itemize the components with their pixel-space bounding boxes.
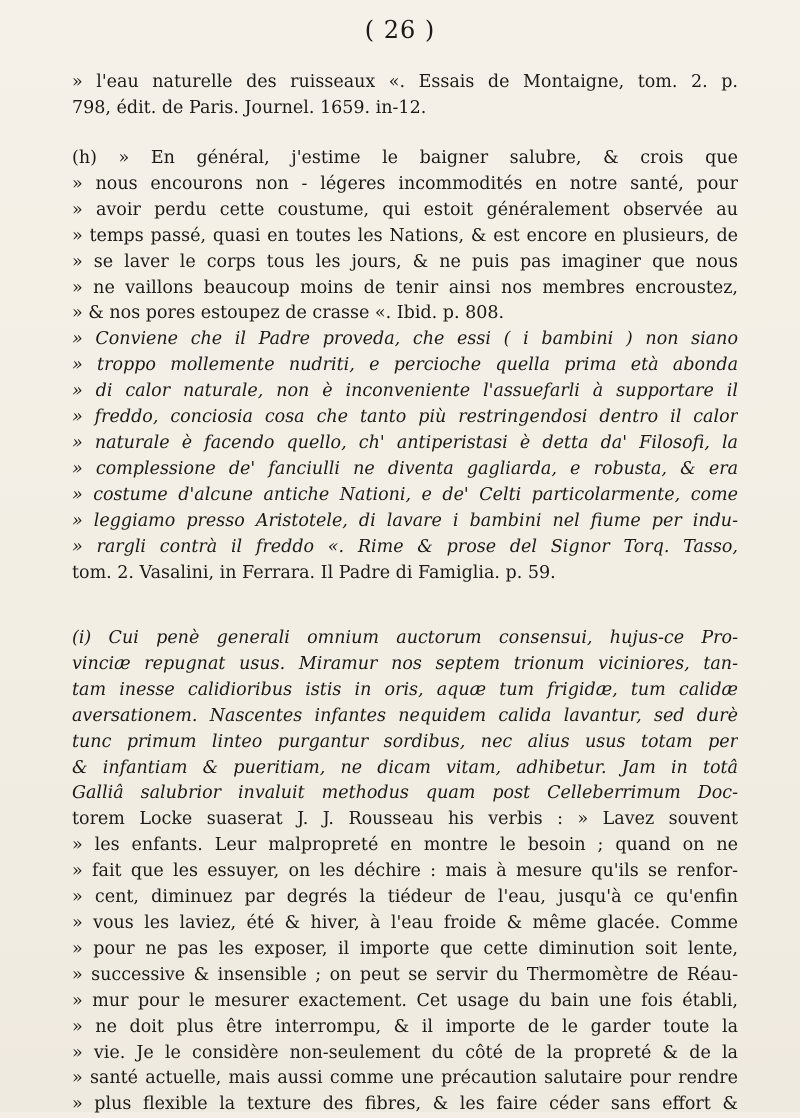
text-line: » ne vaillons beaucoup moins de tenir ainsi nos membres encroustez, [72,277,738,298]
rousseau-quote-line: » vie. Je le considère non-seulement du côté de la propreté & de la [72,1042,738,1063]
italian-quote-line: » troppo mollemente nudriti, e percioche quella prima età abonda [72,355,738,376]
rousseau-quote-line: » vous les laviez, été & hiver, à l'eau froide & même glacée. Comme [72,912,738,933]
rousseau-quote-line: » successive & insensible ; on peut se servir du Thermomètre de Réau- [72,964,738,985]
rousseau-quote-line: » fait que les essuyer, on les déchire : mais à mesure qu'ils se renfor- [72,861,738,882]
italian-quote-line: » Conviene che il Padre proveda, che essi ( i bambini ) non siano [72,329,738,350]
footnote-i [72,626,738,1118]
text-line: » se laver le corps tous les jours, & ne puis pas imaginer que nous [72,251,738,272]
italian-quote-line: » leggiamo presso Aristotele, di lavare i bambini nel fiume per indu- [72,510,738,531]
text-line: (h) » En général, j'estime le baigner salubre, & crois que [72,148,738,168]
latin-line: vinciæ repugnat usus. Miramur nos septem trionum viciniores, tan- [72,653,738,674]
text-line: torem Locke suaserat J. J. Rousseau his verbis : » Lavez souvent [72,809,738,830]
latin-line: tam inesse calidioribus istis in oris, aquæ tum frigidæ, tum calidæ [72,679,738,700]
italian-quote-line: » rargli contrà il freddo «. Rime & prose del Signor Torq. Tasso, [72,536,738,557]
rousseau-quote-line: » santé actuelle, mais aussi comme une précaution salutaire pour rendre [72,1068,738,1089]
paragraph-montaigne-continuation [72,70,738,122]
italian-quote-line: » freddo, conciosia cosa che tanto più restringendosi dentro il calor [72,407,738,428]
italian-quote-line: » di calor naturale, non è inconveniente l'assuefarli à supportare il [72,381,738,402]
rousseau-quote-line: » pour ne pas les exposer, il importe que cette diminution soit lente, [72,938,738,959]
italian-quote-line: » naturale è facendo quello, ch' antiperistasi è detta da' Filosofi, la [72,432,738,453]
latin-line: aversationem. Nascentes infantes nequidem calida lavantur, sed durè [72,705,738,726]
rousseau-quote-line: » cent, diminuez par degrés la tiédeur de l'eau, jusqu'à ce qu'enfin [72,887,738,908]
rousseau-quote-line: » ne doit plus être interrompu, & il importe de le garder toute la [72,1016,738,1037]
citation-line: tom. 2. Vasalini, in Ferrara. Il Padre di Famiglia. p. 59. [72,562,556,583]
rousseau-quote-line: » mur pour le mesurer exactement. Cet usage du bain une fois établi, [72,990,738,1011]
latin-line: (i) Cui penè generali omnium auctorum consensui, hujus-ce Pro- [72,628,738,648]
latin-line: tunc primum linteo purgantur sordibus, nec alius usus totam per [72,731,738,752]
text-line: » nous encourons non - légeres incommodités en notre santé, pour [72,173,738,194]
rousseau-quote-line: » les enfants. Leur malpropreté en montre le besoin ; quand on ne [72,835,738,856]
text-line: 798, édit. de Paris. Journel. 1659. in-12. [72,97,427,118]
footnote-h [72,146,738,586]
latin-line: & infantiam & pueritiam, ne dicam vitam, adhibetur. Jam in totâ [72,757,738,778]
page-number: ( 26 ) [364,16,436,44]
italian-quote-line: » complessione de' fanciulli ne diventa gagliarda, e robusta, & era [72,458,738,479]
rousseau-quote-line: » plus flexible la texture des fibres, & les faire céder sans effort & [72,1094,738,1115]
latin-line: Galliâ salubrior invaluit methodus quam post Celleberrimum Doc- [72,783,738,804]
text-line: » avoir perdu cette coustume, qui estoit généralement observée au [72,199,738,220]
text-line: » l'eau naturelle des ruisseaux «. Essais de Montaigne, tom. 2. p. [72,72,738,92]
text-line: » & nos pores estoupez de crasse «. Ibid. p. 808. [72,303,505,324]
text-line: » temps passé, quasi en toutes les Nations, & est encore en plusieurs, de [72,225,738,246]
italian-quote-line: » costume d'alcune antiche Nationi, e de' Celti particolarmente, come [72,484,738,505]
